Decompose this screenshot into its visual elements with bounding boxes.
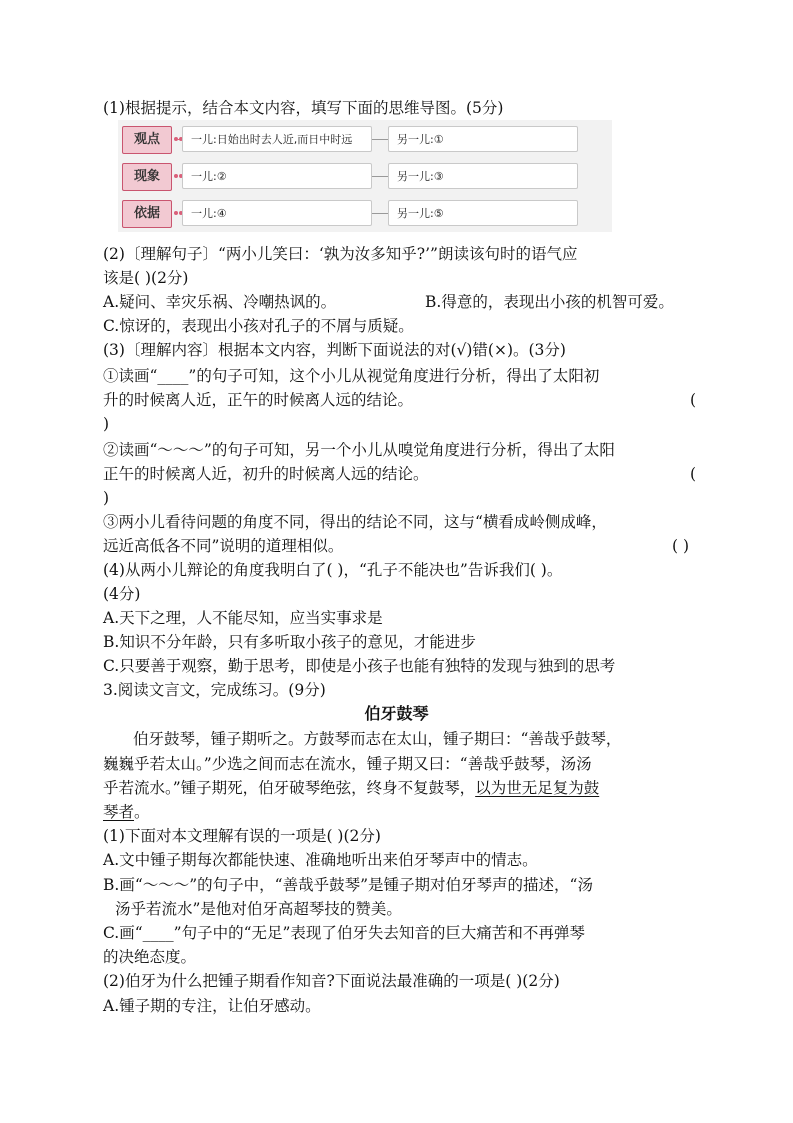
answer-paren-open: ( xyxy=(690,465,697,483)
underlined-sentence-end: 琴者 xyxy=(103,803,135,821)
connector-line xyxy=(372,139,388,140)
q2-option-b: B.得意的，表现出小孩的机智可爱。 xyxy=(425,293,674,311)
mind-map-box: 一儿:② xyxy=(182,163,372,189)
q1-heading: (1)根据提示，结合本文内容，填写下面的思维导图。(5分) xyxy=(103,99,504,117)
passage-line2: 巍巍乎若太山。”少选之间而志在流水，锺子期又曰：“善哉乎鼓琴，汤汤 xyxy=(103,755,592,773)
q2-line1: (2)〔理解句子〕“两小儿笑曰：‘孰为汝多知乎?’”朗读该句时的语气应 xyxy=(103,245,578,263)
sq1-option-c-line2: 的决绝态度。 xyxy=(103,948,197,966)
answer-paren-close: ) xyxy=(103,489,110,507)
sq1-option-a: A.文中锺子期每次都能快速、准确地听出来伯牙琴声中的情志。 xyxy=(103,851,538,869)
sq1-heading: (1)下面对本文理解有误的一项是( )(2分) xyxy=(103,827,381,845)
q2-option-a: A.疑问、幸灾乐祸、冷嘲热讽的。 xyxy=(103,293,337,311)
q4-option-c: C.只要善于观察，勤于思考，即使是小孩子也能有独特的发现与独到的思考 xyxy=(103,657,616,675)
sq1-option-b-line2: 汤乎若流水”是他对伯牙高超琴技的赞美。 xyxy=(115,900,402,918)
q3-statement-3-line2: 远近高低各不同”说明的道理相似。 xyxy=(103,537,344,555)
q4-option-a: A.天下之理，人不能尽知，应当实事求是 xyxy=(103,609,383,627)
mind-map-label-viewpoint: 观点 xyxy=(122,126,172,154)
passage-line4-text: 。 xyxy=(134,803,150,821)
q2-line2: 该是( )(2分) xyxy=(103,269,189,287)
sq1-option-b-line1: B.画“～～～”的句子中，“善哉乎鼓琴”是锺子期对伯牙琴声的描述，“汤 xyxy=(103,876,593,894)
mind-map-box: 另一儿:① xyxy=(388,126,578,152)
mind-map-box: 另一儿:⑤ xyxy=(388,200,578,226)
passage-line1: 伯牙鼓琴，锺子期听之。方鼓琴而志在太山，锺子期曰：“善哉乎鼓琴， xyxy=(133,730,622,748)
q3-heading: (3)〔理解内容〕根据本文内容，判断下面说法的对(√)错(×)。(3分) xyxy=(103,341,566,359)
connector-dot xyxy=(174,211,178,215)
sq2-option-a: A.锺子期的专注，让伯牙感动。 xyxy=(103,997,321,1015)
section3-heading: 3.阅读文言文，完成练习。(9分) xyxy=(103,681,326,699)
mind-map xyxy=(118,120,612,232)
answer-paren-close: ) xyxy=(103,415,110,433)
q3-statement-2-line2: 正午的时候离人近，初升的时候离人远的结论。 xyxy=(103,465,429,483)
passage-title: 伯牙鼓琴 xyxy=(364,704,429,723)
q3-statement-1-line1: ①读画“____”的句子可知，这个小儿从视觉角度进行分析，得出了太阳初 xyxy=(103,367,600,385)
q3-statement-2-line1: ②读画“～～～”的句子可知，另一个小儿从嗅觉角度进行分析，得出了太阳 xyxy=(103,441,615,459)
mind-map-box: 一儿:④ xyxy=(182,200,372,226)
sq1-option-c-line1: C.画“____”句子中的“无足”表现了伯牙失去知音的巨大痛苦和不再弹琴 xyxy=(103,924,585,942)
connector-line xyxy=(372,176,388,177)
passage-line3-text: 乎若流水。”锺子期死，伯牙破琴绝弦，终身不复鼓琴， xyxy=(103,779,476,797)
connector-dot xyxy=(174,174,178,178)
q4-line1: (4)从两小儿辩论的角度我明白了( )，“孔子不能决也”告诉我们( )。 xyxy=(103,561,563,579)
mind-map-box: 另一儿:③ xyxy=(388,163,578,189)
answer-paren: ( ) xyxy=(672,537,690,555)
passage-line4 xyxy=(103,802,150,822)
q3-statement-1-line2: 升的时候离人近，正午的时候离人远的结论。 xyxy=(103,391,414,409)
answer-paren-open: ( xyxy=(690,391,697,409)
mind-map-box: 一儿:日始出时去人近,而日中时远 xyxy=(182,126,372,152)
mind-map-label-phenomenon: 现象 xyxy=(122,163,172,191)
underlined-sentence: 以为世无足复为鼓 xyxy=(475,779,600,797)
connector-line xyxy=(372,213,388,214)
sq2-heading: (2)伯牙为什么把锺子期看作知音?下面说法最准确的一项是( )(2分) xyxy=(103,972,560,990)
q4-line2: (4分) xyxy=(103,585,141,603)
q3-statement-3-line1: ③两小儿看待问题的角度不同，得出的结论不同，这与“横看成岭侧成峰， xyxy=(103,513,607,531)
q4-option-b: B.知识不分年龄，只有多听取小孩子的意见，才能进步 xyxy=(103,633,476,651)
passage-line3 xyxy=(103,778,599,798)
q2-option-c: C.惊讶的，表现出小孩对孔子的不屑与质疑。 xyxy=(103,317,414,335)
mind-map-label-basis: 依据 xyxy=(122,200,172,228)
